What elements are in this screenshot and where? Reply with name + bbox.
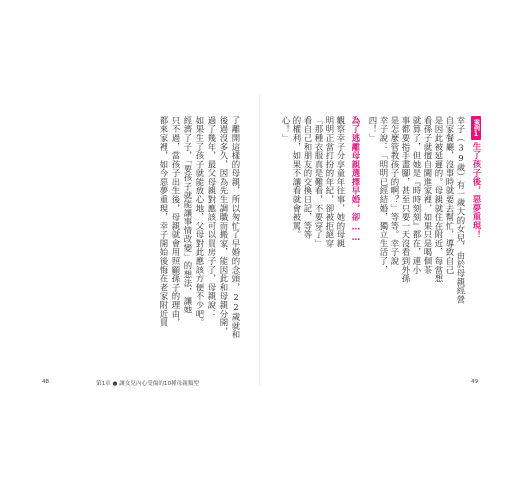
left-page-number: 48 — [42, 379, 50, 385]
right-text-col-6: 事都要指手畫腳，甚至只要一天沒看到外孫 — [401, 116, 411, 284]
right-text-col-5: 就算了，但她是『時時刻刻』都在，連小 — [412, 116, 422, 275]
case-badge: 案例1 — [471, 116, 481, 140]
right-text-col-1: 幸子（39歲）有一歲大的女兒，由於母親經營 — [456, 116, 466, 304]
left-chapter-title: 第1章 ● 讓女兒內心受傷的10種母親類型 — [96, 381, 200, 387]
right-text-col-3: 是因此被延遲的。母親就住在附近，每當想 — [434, 116, 444, 284]
right-s2-col-6: 心！」 — [281, 116, 291, 143]
right-text-col-4: 看孫子就擅自闖進家裡，如果只是喝個茶 — [423, 116, 433, 275]
section-heading-2: 為了逃離母親選擇早婚，卻…… — [351, 116, 361, 243]
section-heading-1: 生了孩子後，惡夢重現！ — [472, 142, 482, 239]
right-s2-col-4: 看自己和朋友的交換日記，等等 — [303, 116, 313, 240]
left-text-col-7: 都來家裡，如今惡夢重現，幸子開始後悔在老家附近買 — [159, 116, 169, 327]
right-s2-col-1: 觀察幸子分享童年往事，她的母親 — [336, 116, 346, 248]
right-s2-col-3: 「那種衣服真是難看，不要穿了」 — [314, 116, 324, 248]
right-page-number: 49 — [471, 379, 479, 385]
left-text-col-6: 只不過，當孩子出生後，母親就會用照顧孫子的理由， — [171, 116, 181, 327]
right-s2-col-5: 的權利，如果不讓看就會被罵。 — [292, 116, 302, 240]
left-text-col-5: 經濟了子，「要孩子就能讓事情改變」的想法，讓她 — [183, 116, 193, 314]
right-text-col-8: 幸子說：「明明已經結婚，獨立生活了， — [379, 116, 389, 275]
left-text-col-3: 過了幾年，最父母親對應該可以買房子了，母親說： — [207, 116, 217, 319]
left-text-col-4: 如果生了孩子就能放心地，父母對此應該方便不少吧。 — [195, 116, 205, 327]
right-text-col-2: 自家餐廳，沒事時就要去幫忙，導致自己 — [445, 116, 455, 275]
right-text-col-9: 四！」 — [368, 116, 378, 143]
right-text-col-7: 是怎麼管教孩子的啊？」等等。幸子說 — [390, 116, 400, 266]
page-gutter — [259, 95, 260, 385]
right-s2-col-2: 明明正當打扮的年紀，卻被拒絕穿 — [325, 116, 335, 248]
left-text-col-1: 了離開這樣的母親，所以匆忙了早婚的念頭，22歲就和 — [231, 116, 241, 339]
left-text-col-2: 後過沒多久，因為先生調職而搬家，能因此和母親分開， — [219, 116, 229, 336]
